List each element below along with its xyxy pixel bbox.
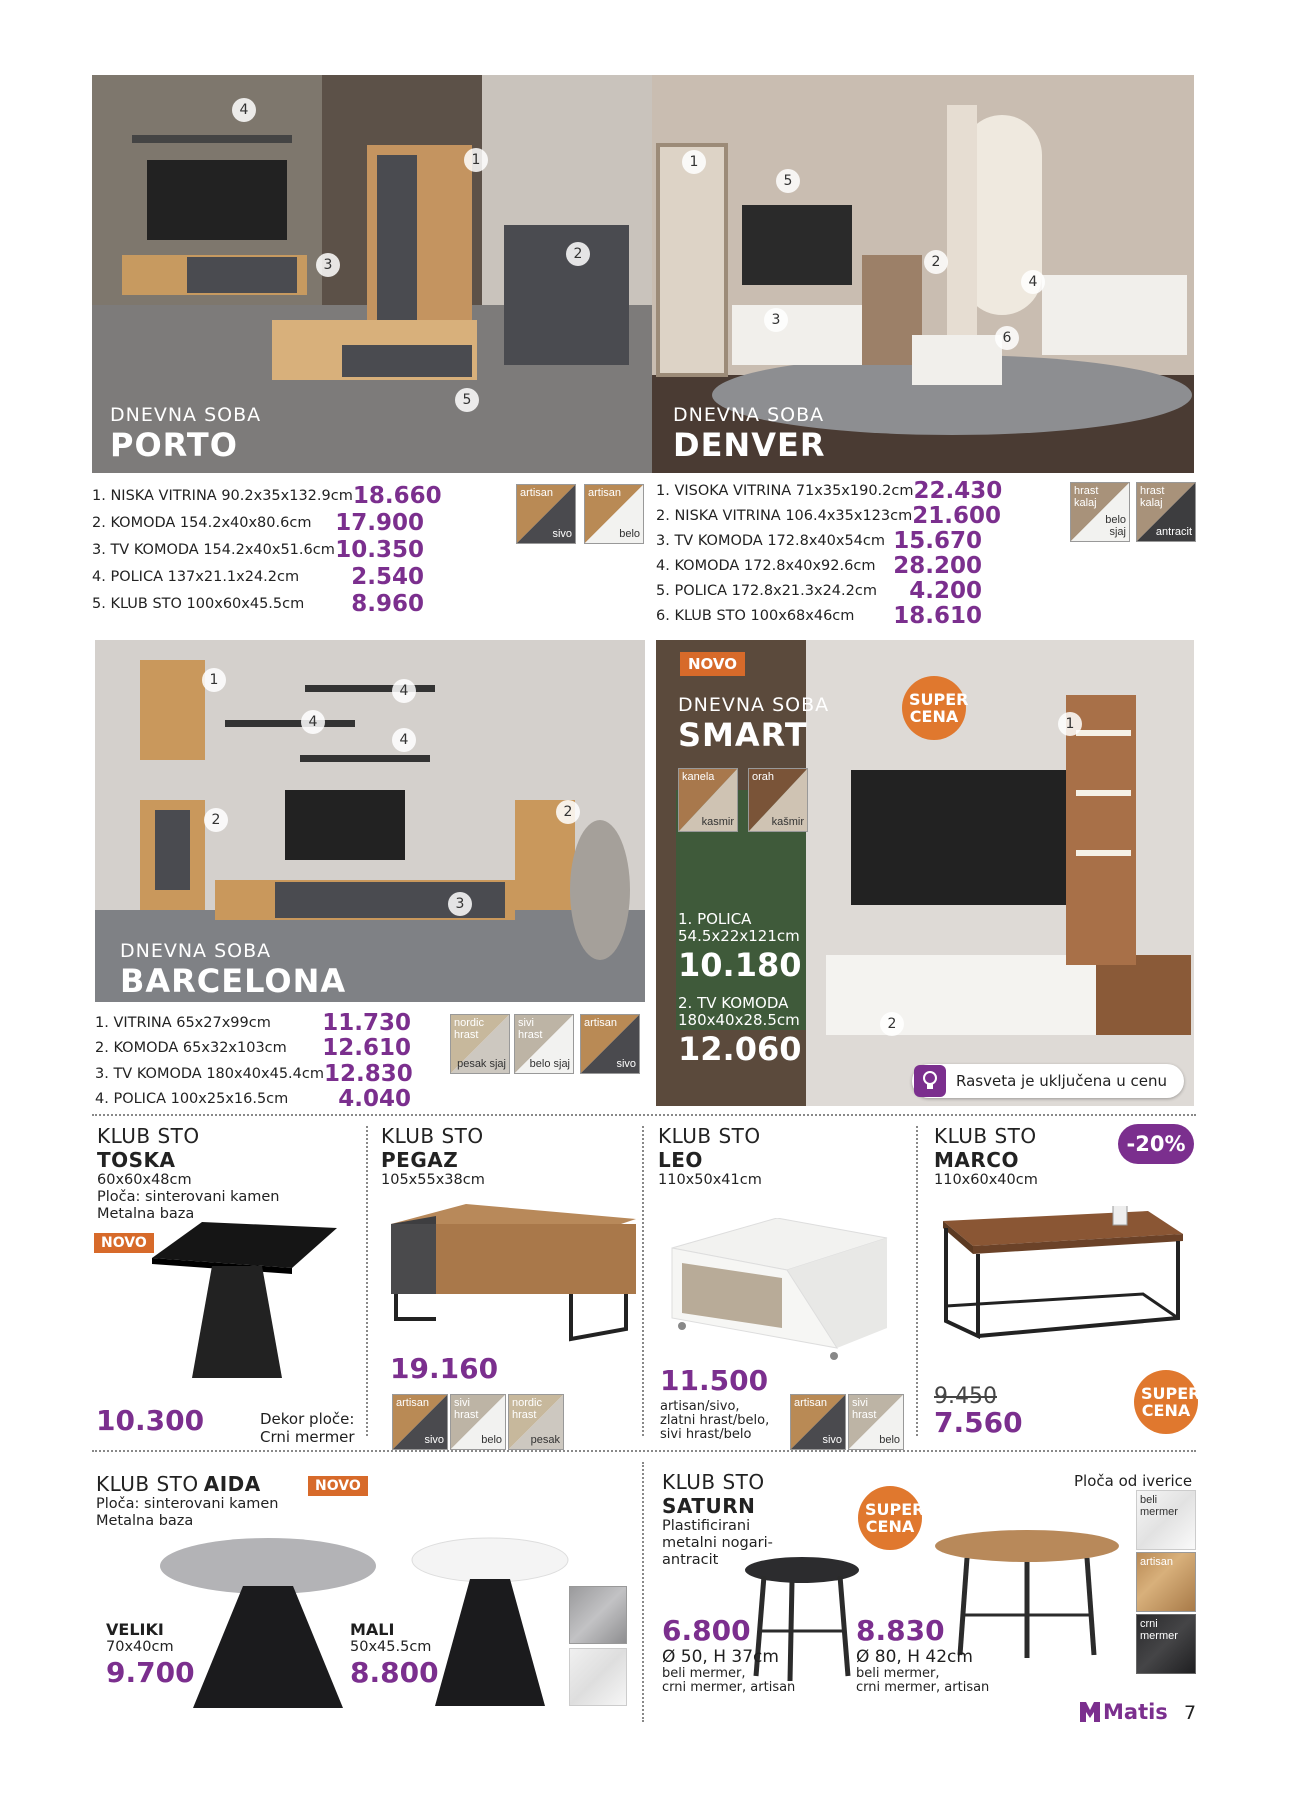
swatch-top-label: orah [752,771,775,783]
porto-subtitle: DNEVNA SOBA [110,404,262,426]
marco-table-image [938,1206,1188,1346]
denver-item [656,603,982,628]
saturn-big-variant [856,1614,989,1695]
swatch-top-label: artisan [520,487,554,499]
toska-novo-badge: NOVO [94,1233,154,1253]
porto-item [92,590,424,617]
swatch-label: crni mermer [1140,1618,1178,1642]
marco-info [934,1124,1134,1189]
variant-label: MALI [350,1620,395,1639]
item-price: 17.900 [335,509,424,536]
item-price: 21.600 [912,502,1001,529]
porto-item [92,482,442,509]
barcelona-marker-2b: 2 [556,800,580,824]
item-price: 18.660 [352,482,442,509]
variant-price: 8.830 [856,1614,945,1647]
variant-line: artisan/sivo, [660,1399,740,1414]
separator-col-2 [642,1126,644,1436]
variant-line: zlatni hrast/belo, [660,1413,770,1428]
denver-marker-4: 4 [1021,270,1045,294]
barcelona-marker-3: 3 [448,892,472,916]
swatch-bottom-label: pesak sjaj [457,1058,506,1070]
smart-item1-price: 10.180 [678,946,802,984]
denver-item [656,578,982,603]
leo-swatch-artisan-sivo [790,1394,846,1450]
denver-title: DENVER [673,426,826,464]
saturn-info [662,1470,862,1569]
smart-subtitle: DNEVNA SOBA [678,694,830,716]
variant-dim: Ø 80, H 42cm [856,1647,973,1667]
swatch-bottom-label: antracit [1155,526,1192,538]
pegaz-price: 19.160 [390,1352,499,1385]
porto-marker-5: 5 [455,388,479,412]
item-name: 4. KOMODA 172.8x40x92.6cm [656,557,876,574]
barcelona-subtitle: DNEVNA SOBA [120,940,272,962]
saturn-board-swatch-artisan [1136,1552,1196,1612]
separator-col-3 [916,1126,918,1436]
smart-title: SMART [678,716,808,754]
pegaz-swatch-sivi-belo [450,1394,506,1450]
marco-price: 7.560 [934,1406,1023,1439]
denver-price-list [656,477,1003,629]
item-name: 1. VITRINA 65x27x99cm [95,1014,271,1031]
finish-line: beli mermer, [662,1666,746,1681]
barcelona-marker-4a: 4 [392,679,416,703]
swatch-bottom-label: belo [619,528,640,540]
item-name: 6. KLUB STO 100x68x46cm [656,607,855,624]
page-number: 7 [1184,1702,1197,1724]
item-price: 22.430 [913,477,1003,504]
saturn-board-label: Ploča od iverice [1074,1472,1193,1490]
swatch-label: artisan [1140,1556,1174,1568]
item-name: 5. POLICA 172.8x21.3x24.2cm [656,582,877,599]
product-name: TOSKA [97,1148,176,1172]
variant-dim: Ø 50, H 37cm [662,1647,779,1667]
smart-super-cena-badge [902,676,969,740]
porto-title: PORTO [110,426,238,464]
swatch-top-label: artisan [584,1017,618,1029]
item-price: 12.830 [324,1060,413,1087]
swatch-top-label: hrast kalaj [1140,485,1165,509]
swatch-top-label: nordic hrast [512,1397,542,1421]
discount-text: -20% [1126,1132,1186,1156]
product-dim: 110x60x40cm [934,1172,1038,1188]
variant-price: 6.800 [662,1614,751,1647]
porto-item [92,509,424,536]
barcelona-marker-2a: 2 [204,808,228,832]
swatch-top-label: artisan [588,487,622,499]
variant-label: VELIKI [106,1620,164,1639]
marco-super-cena-badge [1134,1370,1201,1434]
item-price: 28.200 [893,552,982,579]
product-label: KLUB STO [96,1472,199,1496]
saturn-board-swatch-beli-mermer [1136,1490,1196,1550]
super-cena-text: SUPER CENA [1141,1384,1201,1420]
toska-decor-label: Dekor ploče: [260,1410,355,1428]
smart-lighting-pill [912,1064,1184,1098]
variant-dim: 70x40cm [106,1639,174,1655]
porto-item [92,563,424,590]
pegaz-table-image [386,1204,636,1344]
separator-col-1 [366,1126,368,1436]
variant-finishes [856,1667,989,1695]
smart-item2-dim: 180x40x28.5cm [678,1011,800,1029]
swatch-bottom-label: kasmir [701,816,734,828]
denver-swatch-kalaj-belo [1070,482,1130,542]
denver-marker-3: 3 [764,308,788,332]
toska-table-image [142,1218,342,1388]
finish-line: beli mermer, [856,1666,940,1681]
denver-item [656,502,1001,529]
item-name: 3. TV KOMODA 180x40x45.4cm [95,1065,324,1082]
swatch-bottom-label: sivo [424,1434,444,1446]
barcelona-swatch-artisan-sivo [580,1014,640,1074]
barcelona-item [95,1036,411,1062]
leo-info [658,1124,908,1189]
denver-item [656,477,1003,504]
product-name: SATURN [662,1494,756,1518]
swatch-label: beli mermer [1140,1494,1178,1518]
barcelona-price-list [95,1010,411,1112]
item-name: 4. POLICA 137x21.1x24.2cm [92,568,300,585]
barcelona-marker-4b: 4 [301,710,325,734]
variant-finishes [662,1667,795,1695]
aida-swatch-grey-marble [569,1586,627,1644]
toska-info [97,1124,357,1223]
swatch-bottom-label: sivo [616,1058,636,1070]
marco-discount-badge [1118,1124,1194,1164]
porto-marker-3: 3 [316,253,340,277]
item-name: 3. TV KOMODA 154.2x40x51.6cm [92,541,335,558]
smart-swatch-kanela-kasmir [678,768,738,832]
aida-swatch-white-marble [569,1648,627,1706]
brand-name: Matis [1103,1700,1168,1724]
toska-decor-value: Crni mermer [260,1428,355,1446]
swatch-bottom-label: belo [481,1434,502,1446]
porto-item [92,536,424,563]
lightbulb-svg [914,1065,946,1097]
product-desc: Plastificirani [662,1518,751,1534]
product-desc: metalni nogari- [662,1535,773,1551]
denver-subtitle: DNEVNA SOBA [673,404,825,426]
smart-novo-badge: NOVO [680,652,745,676]
smart-item1-name: 1. POLICA [678,910,752,928]
product-name: PEGAZ [381,1148,459,1172]
barcelona-marker-1: 1 [202,668,226,692]
pegaz-swatch-nordic-pesak [508,1394,564,1450]
leo-table-image [662,1218,892,1368]
smart-item2-price: 12.060 [678,1030,802,1068]
porto-marker-1: 1 [464,148,488,172]
matis-logo [1080,1700,1168,1724]
swatch-top-label: artisan [396,1397,430,1409]
variant-price: 8.800 [350,1656,439,1689]
product-name: AIDA [203,1472,261,1496]
item-price: 8.960 [351,590,424,617]
swatch-top-label: kanela [682,771,715,783]
smart-item2-name: 2. TV KOMODA [678,994,789,1012]
item-price: 11.730 [322,1009,411,1036]
item-price: 15.670 [893,527,982,554]
product-name: LEO [658,1148,703,1172]
swatch-top-label: sivi hrast [454,1397,479,1421]
pegaz-swatch-artisan-sivo [392,1394,448,1450]
barcelona-title: BARCELONA [120,962,347,1000]
item-price: 4.040 [338,1086,411,1113]
swatch-bottom-label: belo sjaj [1105,514,1126,538]
item-price: 18.610 [893,602,982,629]
toska-price: 10.300 [96,1404,205,1437]
saturn-super-cena-badge [858,1486,925,1550]
product-desc: Ploča: sinterovani kamen [97,1189,280,1205]
saturn-board-swatch-crni-mermer [1136,1614,1196,1674]
denver-item [656,528,982,553]
product-label: KLUB STO [662,1470,765,1494]
super-cena-text: SUPER CENA [909,690,969,726]
swatch-bottom-label: pesak [530,1434,560,1446]
product-dim: 60x60x48cm [97,1172,192,1188]
variant-dim: 50x45.5cm [350,1639,432,1655]
product-label: KLUB STO [658,1124,761,1148]
item-price: 4.200 [909,577,982,604]
item-name: 4. POLICA 100x25x16.5cm [95,1091,289,1108]
lighting-note: Rasveta je uključena u cenu [956,1072,1167,1090]
denver-marker-1: 1 [682,150,706,174]
item-price: 2.540 [351,563,424,590]
product-label: KLUB STO [381,1124,484,1148]
item-name: 2. NISKA VITRINA 106.4x35x123cm [656,507,913,524]
smart-marker-1: 1 [1058,712,1082,736]
aida-big-variant [106,1620,195,1689]
lightbulb-icon [914,1065,946,1097]
super-cena-text: SUPER CENA [865,1500,925,1536]
variant-line: sivi hrast/belo [660,1427,752,1442]
product-desc: Ploča: sinterovani kamen [96,1496,279,1512]
item-price: 10.350 [335,536,424,563]
swatch-top-label: artisan [794,1397,828,1409]
item-name: 3. TV KOMODA 172.8x40x54cm [656,532,885,549]
variant-price: 9.700 [106,1656,195,1689]
aida-small-variant [350,1620,439,1689]
separator-row-1 [92,1114,1196,1116]
smart-item1-dim: 54.5x22x121cm [678,927,800,945]
swatch-bottom-label: sivo [822,1434,842,1446]
product-desc: Metalna baza [97,1206,195,1222]
swatch-top-label: nordic hrast [454,1017,484,1041]
swatch-bottom-label: kašmir [771,816,804,828]
swatch-top-label: sivi hrast [852,1397,877,1421]
barcelona-swatch-sivi-belo [514,1014,574,1074]
separator-col-4 [642,1462,644,1722]
aida-novo-badge: NOVO [308,1476,368,1496]
product-label: KLUB STO [97,1124,200,1148]
swatch-top-label: sivi hrast [518,1017,543,1041]
product-dim: 105x55x38cm [381,1172,485,1188]
leo-swatch-sivi-belo [848,1394,904,1450]
separator-row-2 [92,1450,1196,1452]
denver-marker-6: 6 [995,326,1019,350]
barcelona-marker-4c: 4 [392,728,416,752]
barcelona-item [95,1010,411,1036]
finish-line: crni mermer, artisan [662,1680,796,1695]
product-label: KLUB STO [934,1124,1037,1148]
smart-swatch-orah-kasmir [748,768,808,832]
item-name: 5. KLUB STO 100x60x45.5cm [92,595,305,612]
pegaz-info [381,1124,631,1189]
porto-swatch-artisan-belo [584,484,644,544]
item-name: 2. KOMODA 154.2x40x80.6cm [92,514,312,531]
matis-logo-icon [1080,1702,1100,1722]
product-dim: 110x50x41cm [658,1172,762,1188]
leo-price: 11.500 [660,1364,769,1397]
smart-marker-2: 2 [880,1012,904,1036]
item-name: 1. VISOKA VITRINA 71x35x190.2cm [656,482,914,499]
barcelona-swatch-nordic-pesak [450,1014,510,1074]
product-name: MARCO [934,1148,1019,1172]
item-price: 12.610 [322,1035,411,1062]
finish-line: crni mermer, artisan [856,1680,990,1695]
porto-marker-4: 4 [232,98,256,122]
swatch-bottom-label: sivo [552,528,572,540]
product-desc: antracit [662,1552,719,1568]
denver-item [656,553,982,578]
denver-marker-2: 2 [924,250,948,274]
product-desc: Metalna baza [96,1513,194,1529]
barcelona-item [95,1087,411,1113]
swatch-bottom-label: belo [879,1434,900,1446]
porto-marker-2: 2 [566,242,590,266]
item-name: 1. NISKA VITRINA 90.2x35x132.9cm [92,487,353,504]
barcelona-item [95,1061,411,1087]
porto-swatch-artisan-sivo [516,484,576,544]
denver-swatch-kalaj-antracit [1136,482,1196,542]
porto-price-list [92,482,442,617]
leo-variants [660,1400,769,1442]
swatch-top-label: hrast kalaj [1074,485,1099,509]
swatch-bottom-label: belo sjaj [529,1058,570,1070]
marco-old-price: 9.450 [934,1384,997,1409]
denver-marker-5: 5 [776,169,800,193]
saturn-small-variant [662,1614,795,1695]
item-name: 2. KOMODA 65x32x103cm [95,1040,287,1057]
